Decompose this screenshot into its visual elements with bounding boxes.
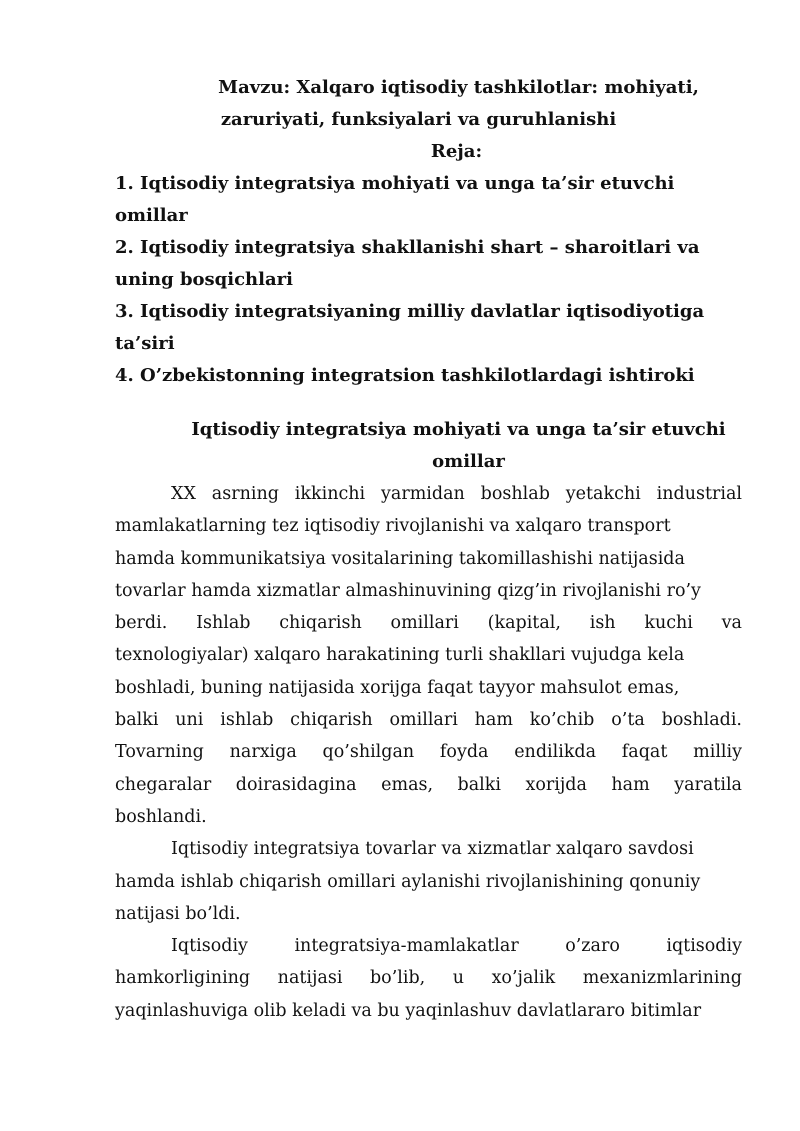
paragraph-line: balki uni ishlab chiqarish omillari ham ko’chib o’ta boshladi. <box>115 710 742 731</box>
plan-item <box>115 168 742 232</box>
paragraph-line: Iqtisodiy integratsiya tovarlar va xizmatlar xalqaro savdosi <box>171 839 694 860</box>
document-page <box>115 72 742 1027</box>
plan-item-line: uning bosqichlari <box>115 269 293 290</box>
paragraph-line: yaqinlashuviga olib keladi va bu yaqinlashuv davlatlararo bitimlar <box>115 1000 702 1021</box>
plan-item-line: omillar <box>115 205 188 226</box>
paragraph-line: hamda ishlab chiqarish omillari aylanishi rivojlanishining qonuniy <box>115 871 701 892</box>
plan-item <box>115 360 742 392</box>
paragraph-line: XX asrning ikkinchi yarmidan boshlab yetakchi industrial <box>171 484 742 504</box>
plan-heading: Reja: <box>430 141 483 162</box>
plan-item-line: ta’siri <box>115 333 175 354</box>
paragraph-1 <box>115 478 742 833</box>
paragraph-line: chegaralar doirasidagina emas, balki xorijda ham yaratila <box>115 774 742 795</box>
plan-list <box>115 168 742 392</box>
paragraph-line: berdi. Ishlab chiqarish omillari (kapital, ish kuchi va <box>115 613 742 634</box>
paragraph-line: Iqtisodiy integratsiya-mamlakatlar o’zaro iqtisodiy <box>171 936 742 957</box>
title-line-1: Mavzu: Xalqaro iqtisodiy tashkilotlar: mohiyati, <box>218 77 699 98</box>
document-title <box>115 72 742 136</box>
section-title-line-2: omillar <box>432 451 505 472</box>
paragraph-line: texnologiyalar) xalqaro harakatining turli shakllari vujudga kela <box>115 645 685 666</box>
paragraph-line: natijasi bo’ldi. <box>115 903 241 924</box>
paragraph-line: hamkorligining natijasi bo’lib, u xo’jalik mexanizmlarining <box>115 968 742 989</box>
paragraph-line: boshladi, buning natijasida xorijga faqat tayyor mahsulot emas, <box>115 677 680 698</box>
section-title <box>115 414 742 478</box>
paragraph-line: mamlakatlarning tez iqtisodiy rivojlanishi va xalqaro transport <box>115 516 671 537</box>
plan-item <box>115 296 742 360</box>
paragraph-line: boshlandi. <box>115 806 207 827</box>
title-line-2: zaruriyati, funksiyalari va guruhlanishi <box>220 109 617 130</box>
paragraph-3 <box>115 930 742 1027</box>
plan-item-line: 1. Iqtisodiy integratsiya mohiyati va unga ta’sir etuvchi <box>115 173 675 194</box>
plan-item-line: 3. Iqtisodiy integratsiyaning milliy davlatlar iqtisodiyotiga <box>115 301 705 322</box>
paragraph-2 <box>115 833 742 930</box>
plan-item-line: 2. Iqtisodiy integratsiya shakllanishi shart – sharoitlari va <box>115 237 700 258</box>
paragraph-line: tovarlar hamda xizmatlar almashinuvining qizg’in rivojlanishi ro’y <box>115 580 701 601</box>
plan-item-line: 4. O’zbekistonning integratsion tashkilotlardagi ishtiroki <box>115 365 695 386</box>
paragraph-line: Tovarning narxiga qo’shilgan foyda endilikda faqat milliy <box>115 742 742 763</box>
section-title-line-1: Iqtisodiy integratsiya mohiyati va unga ta’sir etuvchi <box>191 419 726 440</box>
paragraph-line: hamda kommunikatsiya vositalarining takomillashishi natijasida <box>115 548 685 569</box>
plan-item <box>115 232 742 296</box>
